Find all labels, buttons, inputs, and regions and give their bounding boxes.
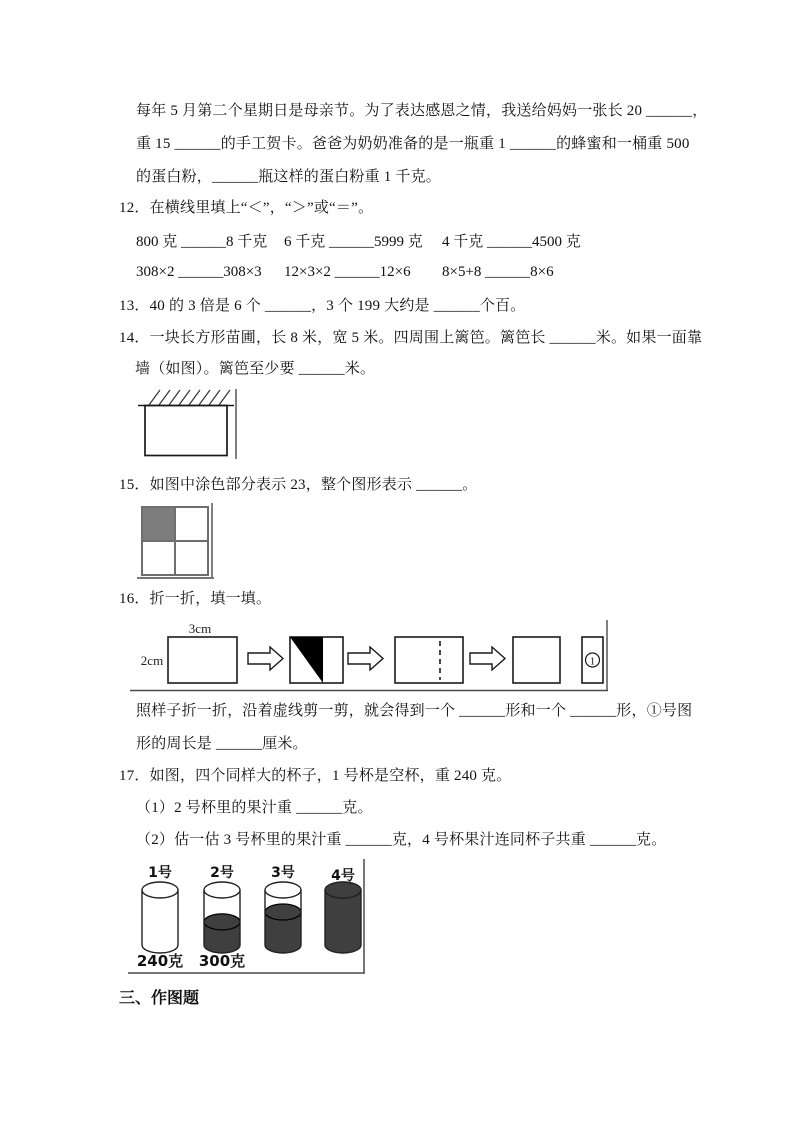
cups-figure (126, 853, 378, 977)
arrow-right-icon (470, 647, 505, 670)
q12-item: 800 克 ______8 千克 (136, 234, 268, 250)
juice-surface (265, 904, 301, 920)
cup-outline (142, 890, 178, 953)
shaded-grid-figure (133, 500, 221, 582)
q16-line-1: 照样子折一折，沿着虚线剪一剪，就会得到一个 ______形和一个 ______形，①号图 (136, 703, 693, 719)
cup-number-label: 4号 (331, 868, 355, 884)
q14-line-2: 墙（如图）。篱笆至少要 ______米。 (135, 361, 376, 377)
cup-weight-label: 240克 (136, 952, 184, 970)
q12-row-1 (0, 230, 794, 248)
garden-rect (145, 406, 227, 456)
q12-item: 8×5+8 ______8×6 (442, 264, 554, 280)
step3-rect (395, 637, 463, 683)
cup-rim (325, 882, 361, 898)
cup-rim (204, 882, 240, 898)
cup-number-label: 2号 (210, 865, 234, 881)
q14-line-1: 14．一块长方形苗圃，长 8 米，宽 5 米。四周围上篱笆。篱笆长 ______米。如果一面靠 (119, 330, 703, 346)
q12-item: 4 千克 ______4500 克 (442, 234, 581, 250)
cup-rim (142, 882, 178, 898)
juice-surface (204, 914, 240, 930)
shaded-cell (142, 507, 175, 541)
q13-text: 13．40 的 3 倍是 6 个 ______，3 个 199 大约是 ______个百。 (119, 298, 526, 314)
folded-corner-triangle (290, 637, 323, 683)
q16-line-2: 形的周长是 ______厘米。 (136, 736, 308, 752)
q17-sub-1: （1）2 号杯里的果汁重 ______克。 (136, 800, 373, 816)
q17-prompt: 17．如图，四个同样大的杯子，1 号杯是空杯，重 240 克。 (119, 768, 512, 784)
section-3-heading: 三、作图题 (119, 988, 200, 1007)
q12-item: 12×3×2 ______12×6 (284, 264, 411, 280)
q11-line-2: 重 15 ______的手工贺卡。爸爸为奶奶准备的是一瓶重 1 ______的蜂蜜和一桶重 500 (136, 136, 690, 152)
cup-weight-label: 300克 (198, 952, 246, 970)
height-dimension-label: 2cm (140, 653, 164, 668)
q11-line-3: 的蛋白粉，______瓶这样的蛋白粉重 1 千克。 (136, 169, 442, 185)
fold-sequence-figure (130, 620, 612, 694)
step4-square (513, 637, 560, 683)
cup-number-label: 1号 (148, 865, 172, 881)
q12-item: 6 千克 ______5999 克 (284, 234, 423, 250)
q11-line-1: 每年 5 月第二个星期日是母亲节。为了表达感恩之情，我送给妈妈一张长 20 ______， (136, 103, 708, 119)
cup-number-label: 3号 (271, 865, 295, 881)
q17-sub-2: （2）估一估 3 号杯里的果汁重 ______克，4 号杯果汁连同杯子共重 ______克。 (136, 832, 667, 848)
q12-row-2 (0, 264, 794, 282)
wall-hatching-icon (149, 390, 230, 405)
cups-group (137, 864, 361, 970)
q15-text: 15．如图中涂色部分表示 23，整个图形表示 ______。 (119, 477, 478, 493)
width-dimension-label: 3cm (188, 621, 212, 636)
q12-prompt: 12．在横线里填上“＜”，“＞”或“＝”。 (119, 200, 374, 216)
cup-rim (265, 882, 301, 898)
q16-prompt: 16．折一折，填一填。 (119, 591, 272, 607)
fence-wall-figure (135, 387, 241, 463)
arrow-right-icon (248, 647, 283, 670)
q12-item: 308×2 ______308×3 (136, 264, 262, 280)
piece1-number: 1 (589, 655, 596, 668)
arrow-right-icon (348, 647, 383, 670)
step1-rect (168, 637, 237, 683)
